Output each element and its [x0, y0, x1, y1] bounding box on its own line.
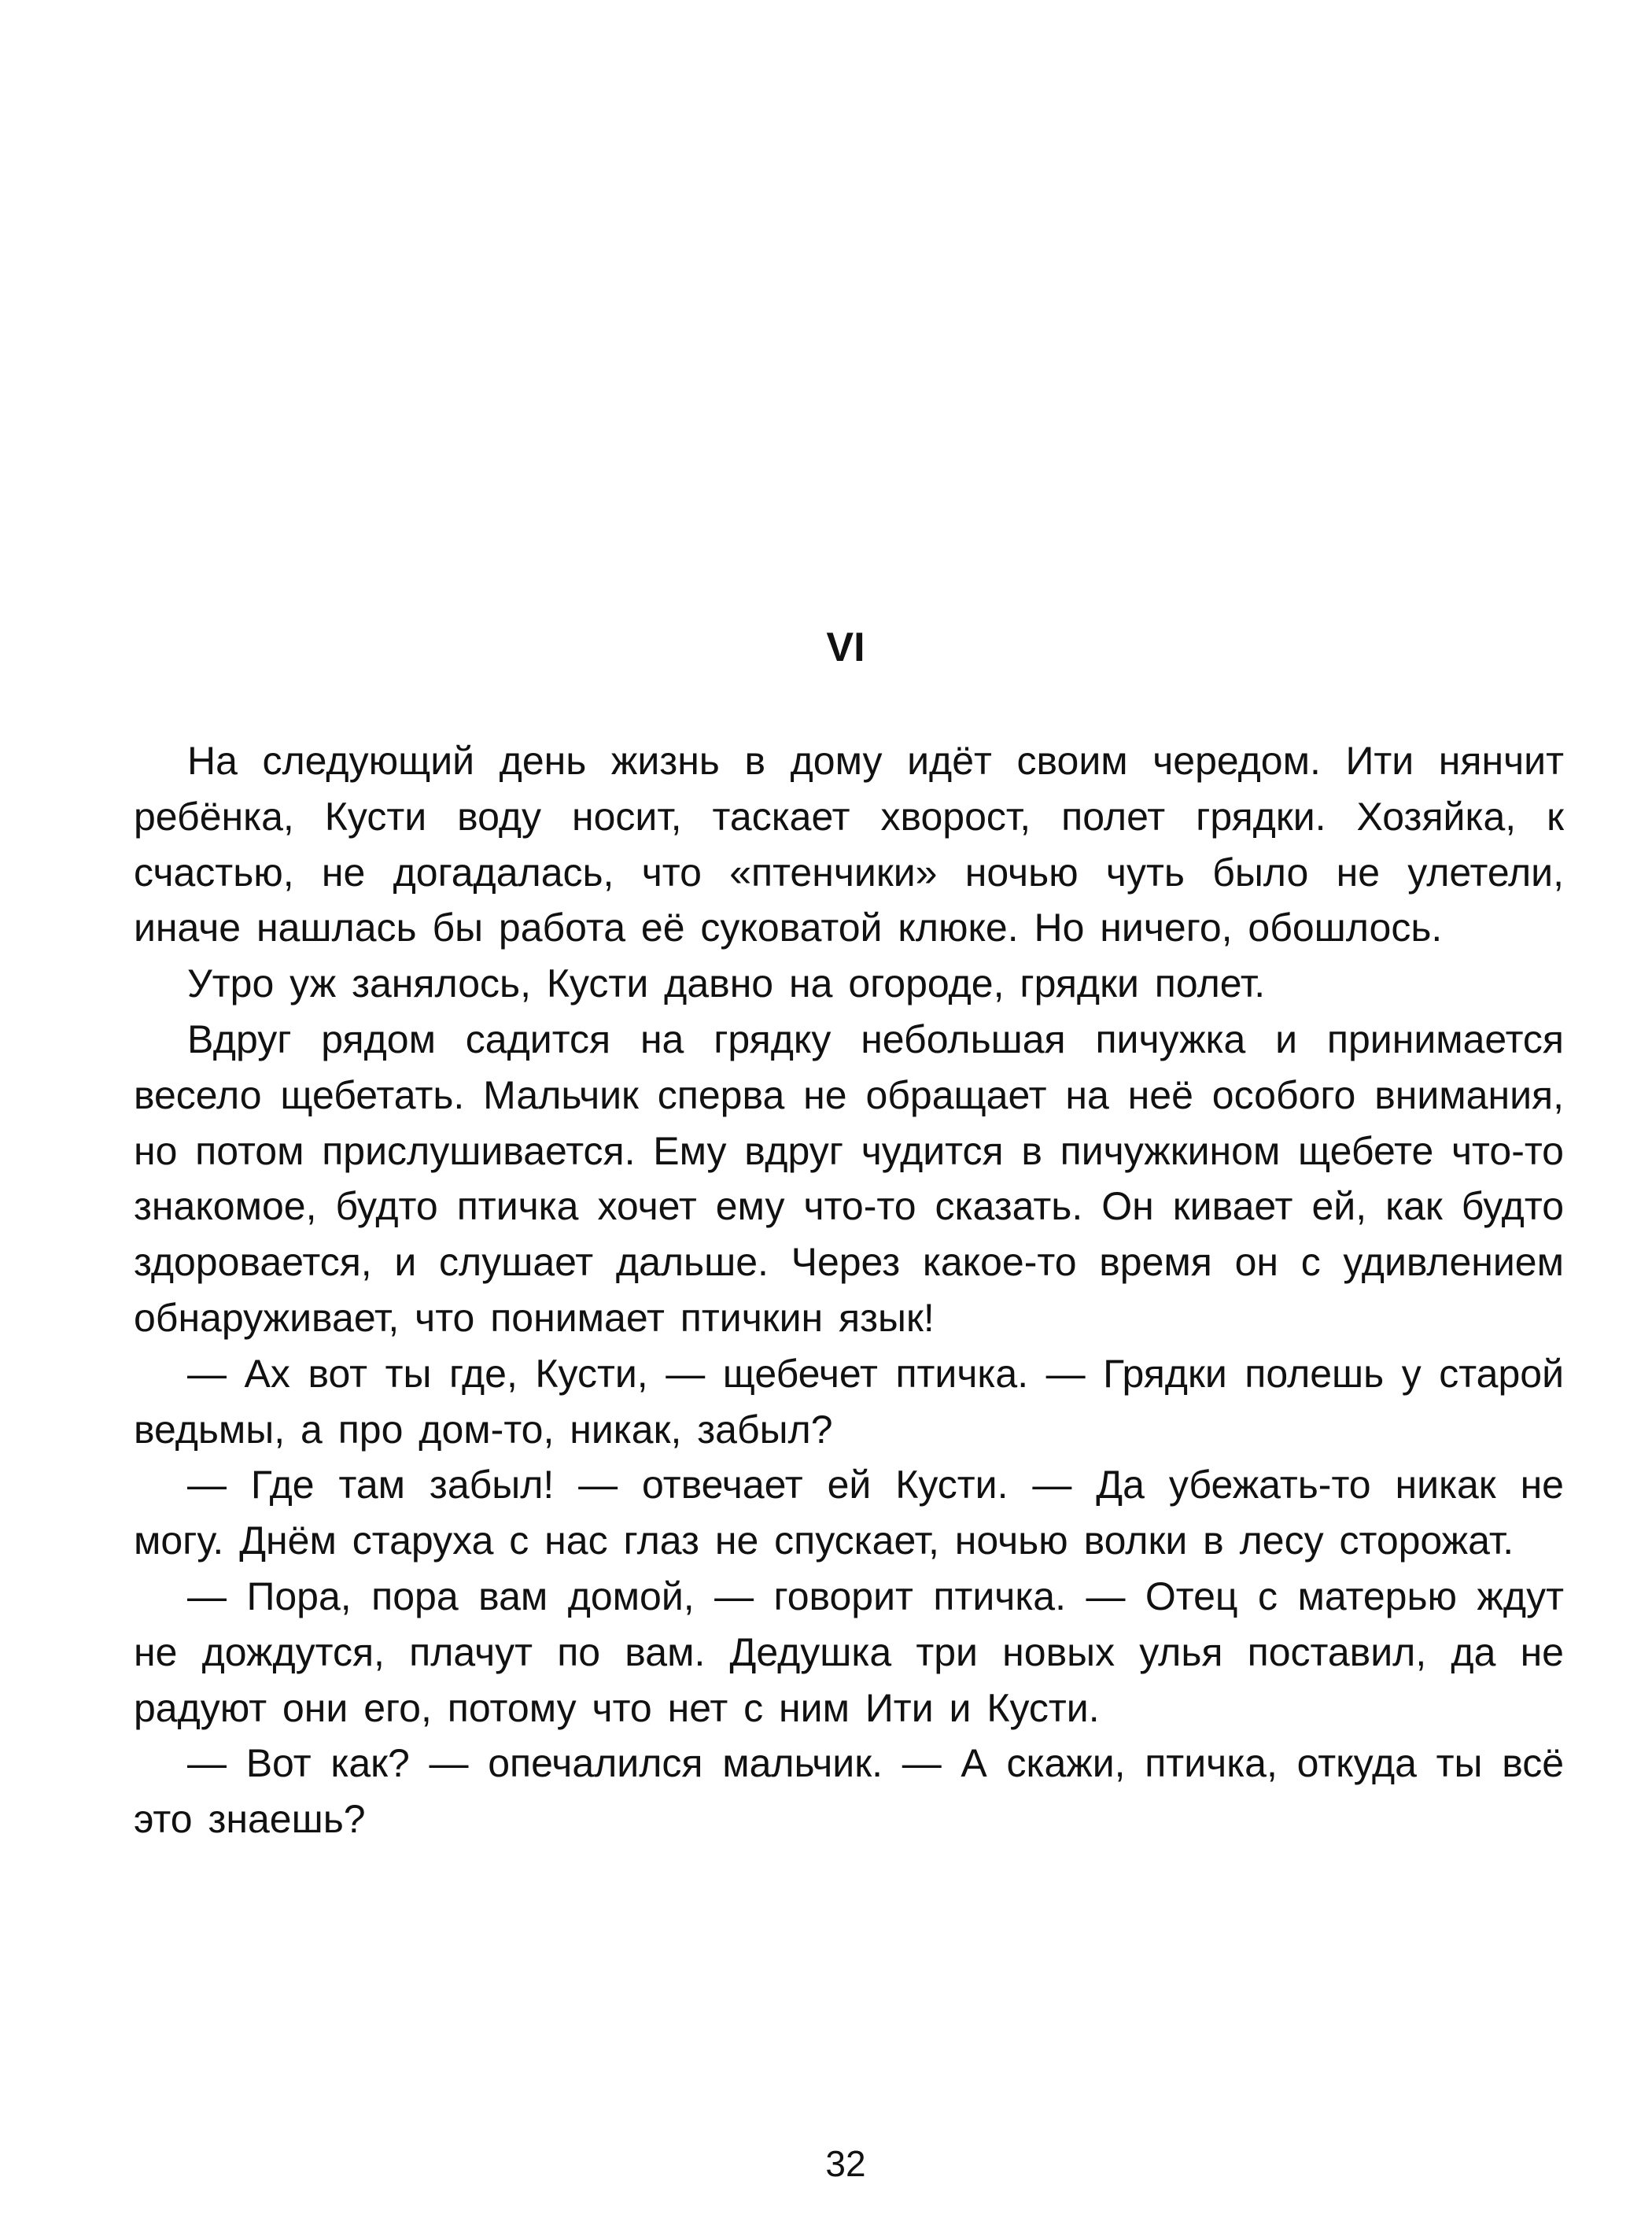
paragraph: — Где там забыл! — отвечает ей Кусти. — Да убежать-то никак не могу. Днём старуха с нас глаз не спускает, ночью волки в лесу сторожат. [134, 1463, 1564, 1563]
paragraph: — Пора, пора вам домой, — говорит птичка. — Отец с матерью ждут не дождутся, плачут по вам. Дедушка три новых улья поставил, да не радуют они его, потому что нет с ним Ити и Кусти. [134, 1574, 1564, 1730]
paragraph: Утро уж занялось, Кусти давно на огороде, грядки полет. [187, 961, 1266, 1006]
paragraph: Вдруг рядом садится на грядку небольшая пичужка и принимается весело щебетать. Мальчик сперва не обращает на неё особого внимания, но потом прислушивается. Ему вдруг чудится в пичужкином щебете что-то знакомое, будто птичка хочет ему что-то сказать. Он кивает ей, как будто здоровается, и слушает дальше. Через какое-то время он с удивлением обнаруживает, что понимает птичкин язык! [134, 1017, 1564, 1340]
chapter-heading: VI [826, 625, 865, 670]
paragraph: На следующий день жизнь в дому идёт своим чередом. Ити нянчит ребёнка, Кусти воду носит, таскает хворост, полет грядки. Хозяйка, к счастью, не догадалась, что «птенчики» ночью чуть было не улетели, иначе нашлась бы работа её суковатой клюке. Но ничего, обошлось. [134, 739, 1564, 950]
paragraph: — Ах вот ты где, Кусти, — щебечет птичка. — Грядки полешь у старой ведьмы, а про дом-то, никак, забыл? [134, 1351, 1564, 1452]
chapter-text [134, 733, 1564, 1847]
page-number: 32 [825, 2143, 866, 2184]
paragraph: — Вот как? — опечалился мальчик. — А скажи, птичка, откуда ты всё это знаешь? [134, 1741, 1564, 1842]
